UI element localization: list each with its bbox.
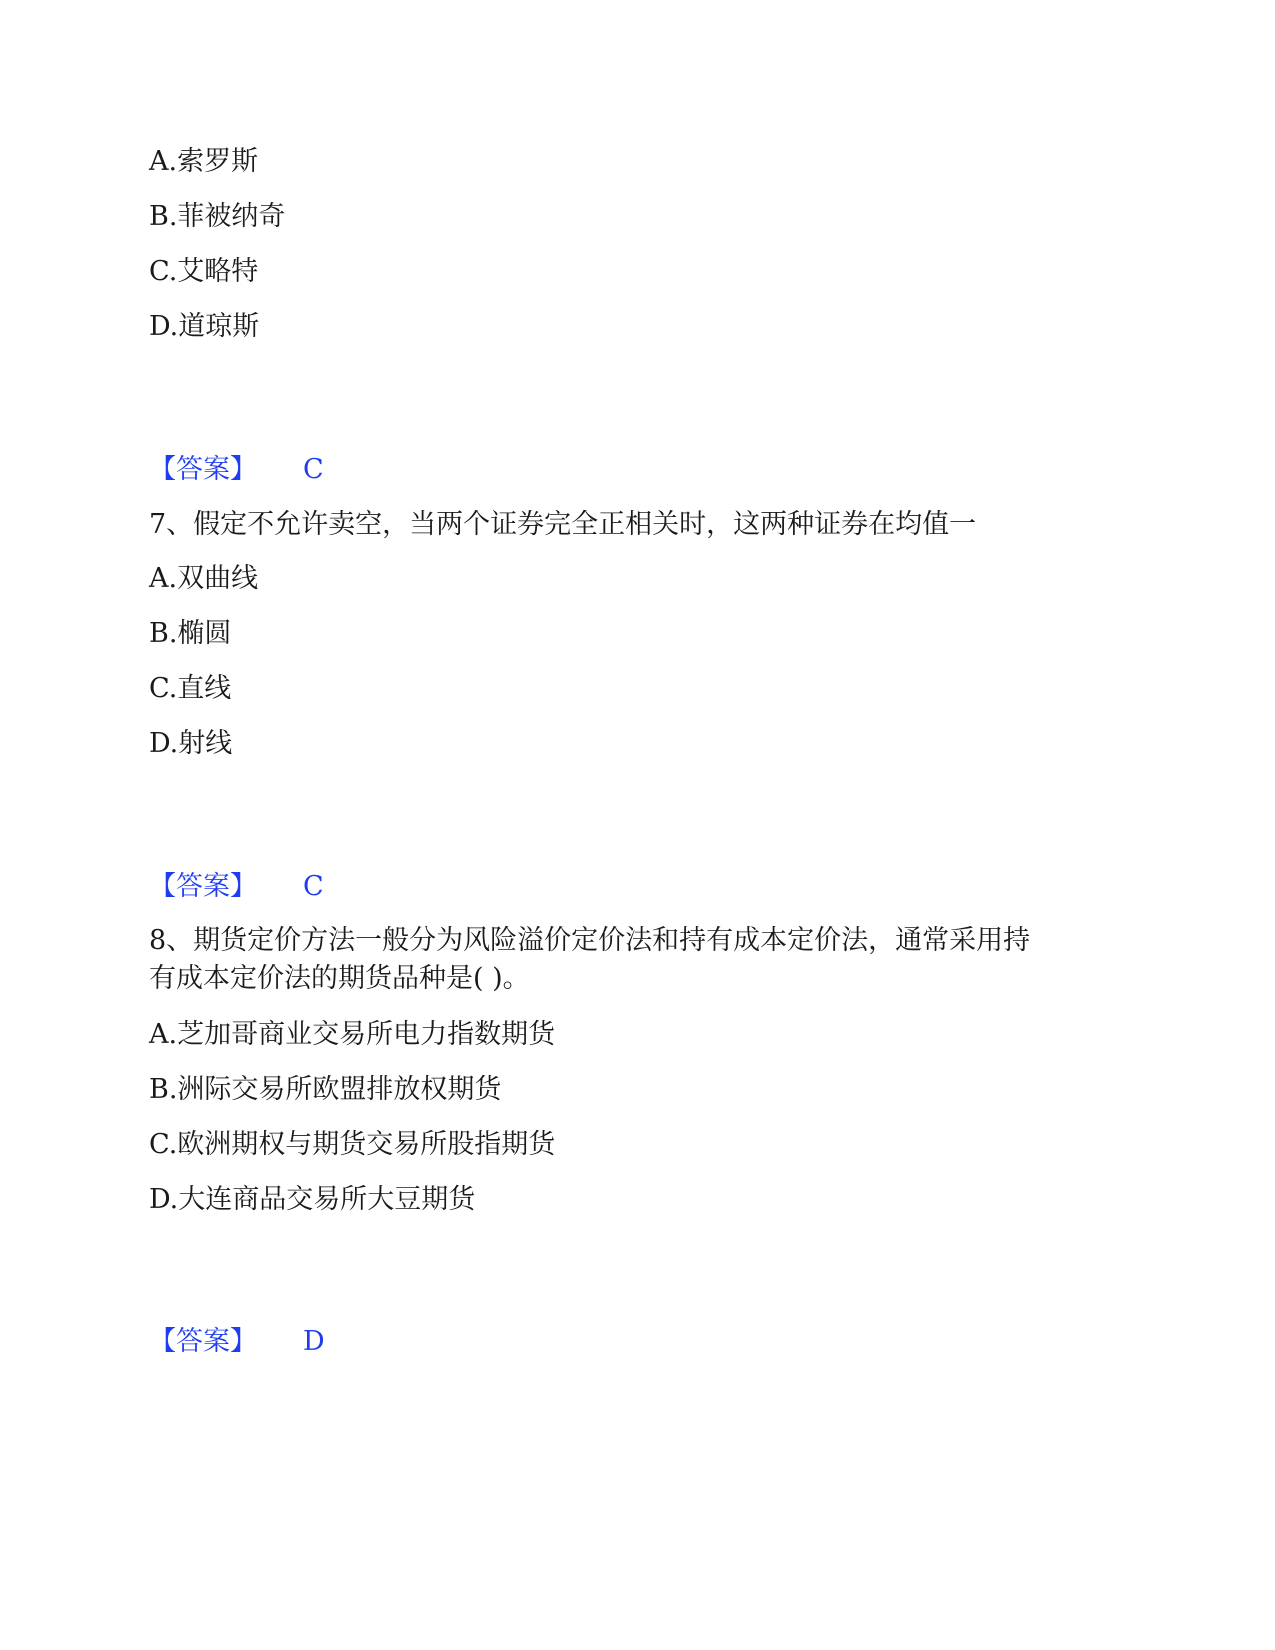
answer-label: 【答案】 — [149, 454, 257, 485]
q7-option-b: B.椭圆 — [149, 618, 232, 649]
q6-option-c: C.艾略特 — [149, 256, 259, 287]
answer-value: C — [303, 454, 324, 485]
answer-value: D — [303, 1326, 325, 1357]
q8-option-d: D.大连商品交易所大豆期货 — [149, 1184, 476, 1215]
q8-option-b: B.洲际交易所欧盟排放权期货 — [149, 1074, 502, 1105]
q7-option-d: D.射线 — [149, 728, 233, 759]
q6-option-d: D.道琼斯 — [149, 311, 260, 342]
answer-label: 【答案】 — [149, 1326, 257, 1357]
q8-option-c: C.欧洲期权与期货交易所股指期货 — [149, 1129, 556, 1160]
q6-option-b: B.菲被纳奇 — [149, 201, 286, 232]
q8-answer — [149, 1325, 325, 1359]
q8-stem-line2: 有成本定价法的期货品种是( )。 — [149, 963, 530, 994]
q7-option-c: C.直线 — [149, 673, 232, 704]
q7-stem: 7、假定不允许卖空，当两个证券完全正相关时，这两种证券在均值一 — [149, 509, 977, 540]
q6-answer — [149, 453, 324, 487]
q7-option-a: A.双曲线 — [149, 563, 259, 594]
q8-stem-line1: 8、期货定价方法一般分为风险溢价定价法和持有成本定价法，通常采用持 — [149, 925, 1031, 956]
q7-answer — [149, 870, 324, 904]
answer-label: 【答案】 — [149, 871, 257, 902]
answer-value: C — [303, 871, 324, 902]
q6-option-a: A.索罗斯 — [149, 146, 259, 177]
q8-option-a: A.芝加哥商业交易所电力指数期货 — [149, 1019, 556, 1050]
